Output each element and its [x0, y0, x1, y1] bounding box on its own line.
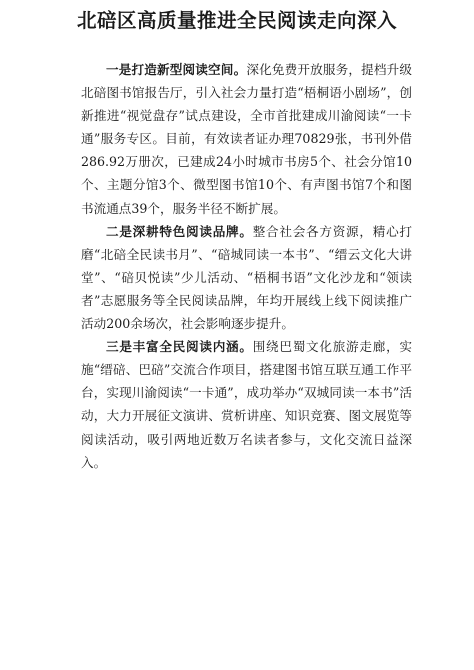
paragraph-text: 围绕巴蜀文化旅游走廊，实施“缙碚、巴碚”交流合作项目，搭建图书馆互联互通工作平台，实现川渝阅读“一卡通”，成功举办“双城同读一本书”活动，大力开展征文演讲、赏析讲座、知识竞赛、图文展览等阅读活动，吸引两地近数万名读者参与，文化交流日益深入。 [81, 339, 413, 470]
paragraph-lead: 一是打造新型阅读空间。 [106, 62, 247, 77]
document-title: 北碚区高质量推进全民阅读走向深入 [76, 9, 397, 32]
paragraph-text: 整合社会各方资源，精心打磨“北碚全民读书月”、“碚城同读一本书”、“缙云文化大讲堂”、“碚贝悦读”少儿活动、“梧桐书语”文化沙龙和“领读者”志愿服务等全民阅读品牌，年均开展线上线下阅读推广活动200余场次，社会影响逐步提升。 [81, 223, 413, 332]
paragraph-reading-spaces [81, 58, 412, 220]
paragraph-reading-brands [81, 220, 412, 335]
paragraph-reading-content [81, 335, 412, 474]
paragraph-lead: 二是深耕特色阅读品牌。 [106, 223, 253, 239]
paragraph-text: 深化免费开放服务，提档升级北碚图书馆报告厅，引入社会力量打造“梧桐语小剧场”，创新推进“视觉盘存”试点建设，全市首批建成川渝阅读“一卡通”服务专区。目前，有效读者证办理70829张，书刊外借286.92万册次，已建成24小时城市书房5个、社会分馆10个、主题分馆3个、微型图书馆10个、有声图书馆7个和图书流通点39个，服务半径不断扩展。 [81, 62, 413, 216]
document-body [81, 58, 412, 474]
paragraph-lead: 三是丰富全民阅读内涵。 [106, 339, 253, 355]
